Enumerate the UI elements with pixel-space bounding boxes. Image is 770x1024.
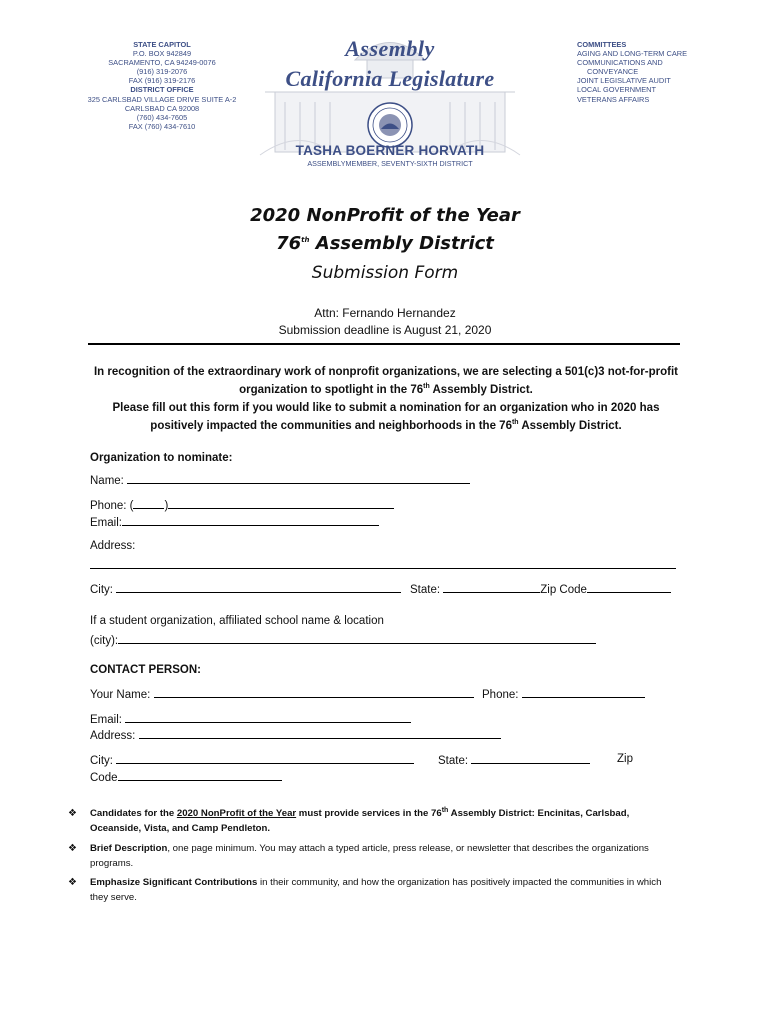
bullet-eligibility-text: Candidates for the 2020 NonProfit of the Year must provide services in the 76th Assembly District: Encinitas, Carlsbad, Oceanside, Vista, and Camp Pendleton. xyxy=(90,806,630,834)
contact-zip-label: Zip xyxy=(617,753,633,765)
org-city-row xyxy=(90,581,401,598)
org-state-label: State: xyxy=(410,584,444,596)
bullet-contributions-text: Emphasize Significant Contributions in their community, and how the organization has positively impacted the communities in which they serve. xyxy=(90,877,662,903)
student-org-row xyxy=(90,632,596,649)
org-zip-label: Zip Code xyxy=(540,584,587,596)
student-org-label: If a student organization, affiliated school name & location xyxy=(90,615,384,627)
divider xyxy=(88,343,680,345)
student-org-field[interactable] xyxy=(118,632,596,644)
org-phone-label: Phone: ( xyxy=(90,500,134,512)
contact-city-label: City: xyxy=(90,755,117,767)
letterhead-right-line: JOINT LEGISLATIVE AUDIT xyxy=(577,76,671,86)
letterhead-left-line: STATE CAPITOL xyxy=(133,40,191,49)
contact-zip-field[interactable] xyxy=(118,769,282,781)
contact-address-field[interactable] xyxy=(139,727,501,739)
org-email-label: Email: xyxy=(90,517,122,529)
org-zip-field[interactable] xyxy=(587,581,671,593)
org-heading: Organization to nominate: xyxy=(90,452,233,464)
deadline-line: Submission deadline is August 21, 2020 xyxy=(278,323,492,337)
org-email-field[interactable] xyxy=(122,514,379,526)
contact-zip-row xyxy=(90,769,282,786)
org-name-label: Name: xyxy=(90,475,128,487)
member-name: TASHA BOERNER HORVATH xyxy=(295,143,485,158)
org-name-field[interactable] xyxy=(127,472,470,484)
contact-name-field[interactable] xyxy=(154,686,474,698)
org-phone-row xyxy=(90,497,394,514)
org-phone-area-field[interactable] xyxy=(133,497,164,509)
org-email-row xyxy=(90,514,379,531)
bullet-description-text: Brief Description, one page minimum. You may attach a typed article, press release, or newsletter that describes the organizations programs. xyxy=(90,843,649,869)
diamond-bullet-icon: ❖ xyxy=(68,877,77,888)
attn-line: Attn: Fernando Hernandez xyxy=(314,306,456,320)
california-legislature-wordmark: California Legislature xyxy=(285,66,495,91)
contact-address-row xyxy=(90,727,501,744)
letterhead-left-line: DISTRICT OFFICE xyxy=(130,85,194,95)
form-title: 2020 NonProfit of the Year xyxy=(250,205,520,226)
contact-city-field[interactable] xyxy=(116,752,414,764)
org-state-field[interactable] xyxy=(443,581,540,593)
letterhead-left-line: P.O. BOX 942849 xyxy=(132,49,192,59)
contact-name-label: Your Name: xyxy=(90,689,154,701)
contact-code-label: Code xyxy=(90,772,118,784)
contact-email-field[interactable] xyxy=(125,711,411,723)
org-address-field[interactable] xyxy=(90,568,676,569)
letterhead-left-line: (916) 319-2076 xyxy=(136,67,188,77)
contact-state-label: State: xyxy=(438,755,472,767)
intro-paragraph xyxy=(90,363,682,435)
contact-email-label: Email: xyxy=(90,714,126,726)
letterhead-left-line: (760) 434-7605 xyxy=(136,112,188,122)
member-district: ASSEMBLYMEMBER, SEVENTY-SIXTH DISTRICT xyxy=(307,159,473,168)
student-org-city-label: (city): xyxy=(90,635,119,647)
org-phone-paren: ) xyxy=(164,500,169,512)
org-city-field[interactable] xyxy=(116,581,401,593)
contact-email-row xyxy=(90,711,411,728)
letterhead-left-line: CARLSBAD CA 92008 xyxy=(124,103,200,113)
org-phone-field[interactable] xyxy=(168,497,394,509)
contact-name-row xyxy=(90,686,474,703)
letterhead-right-line: CONVEYANCE xyxy=(587,67,639,77)
org-address-label: Address: xyxy=(90,540,136,552)
letterhead-left-address xyxy=(78,40,246,131)
assembly-wordmark: Assembly xyxy=(345,36,435,61)
org-name-row xyxy=(90,472,470,489)
contact-city-row xyxy=(90,752,414,769)
letterhead-right-line: LOCAL GOVERNMENT xyxy=(577,85,656,95)
contact-phone-label: Phone: xyxy=(482,689,522,701)
intro-p2: Please fill out this form if you would like to submit a nomination for an organization who in 2020 has positively impacted the communities and neighborhoods in the 76th Assembly District. xyxy=(112,402,660,432)
diamond-bullet-icon: ❖ xyxy=(68,808,77,819)
form-subtitle: Submission Form xyxy=(311,263,459,283)
contact-phone-row xyxy=(482,686,645,703)
letterhead-committees xyxy=(577,40,727,104)
letterhead-right-line: VETERANS AFFAIRS xyxy=(577,94,650,104)
letterhead-left-line: FAX (760) 434-7610 xyxy=(128,121,196,131)
letterhead-left-line: FAX (916) 319-2176 xyxy=(128,76,196,86)
contact-address-label: Address: xyxy=(90,730,139,742)
contact-state-field[interactable] xyxy=(471,752,590,764)
letterhead-right-line: COMMITTEES xyxy=(577,40,627,49)
org-city-label: City: xyxy=(90,584,117,596)
letterhead-right-line: COMMUNICATIONS AND xyxy=(577,58,663,68)
letterhead-left-line: 325 CARLSBAD VILLAGE DRIVE SUITE A-2 xyxy=(87,94,237,104)
letterhead-right-line: AGING AND LONG-TERM CARE xyxy=(577,49,688,59)
district-title: 76th Assembly District xyxy=(276,233,494,254)
contact-heading: CONTACT PERSON: xyxy=(90,664,201,676)
contact-phone-field[interactable] xyxy=(522,686,645,698)
letterhead-left-line: SACRAMENTO, CA 94249-0076 xyxy=(108,58,216,68)
org-state-row xyxy=(410,581,671,598)
intro-p1: In recognition of the extraordinary work of nonprofit organizations, we are selecting a 501(c)3 not-for-profit organization to spotlight in the 76th Assembly District. xyxy=(93,366,678,396)
diamond-bullet-icon: ❖ xyxy=(68,843,77,854)
contact-state-row xyxy=(438,752,590,769)
